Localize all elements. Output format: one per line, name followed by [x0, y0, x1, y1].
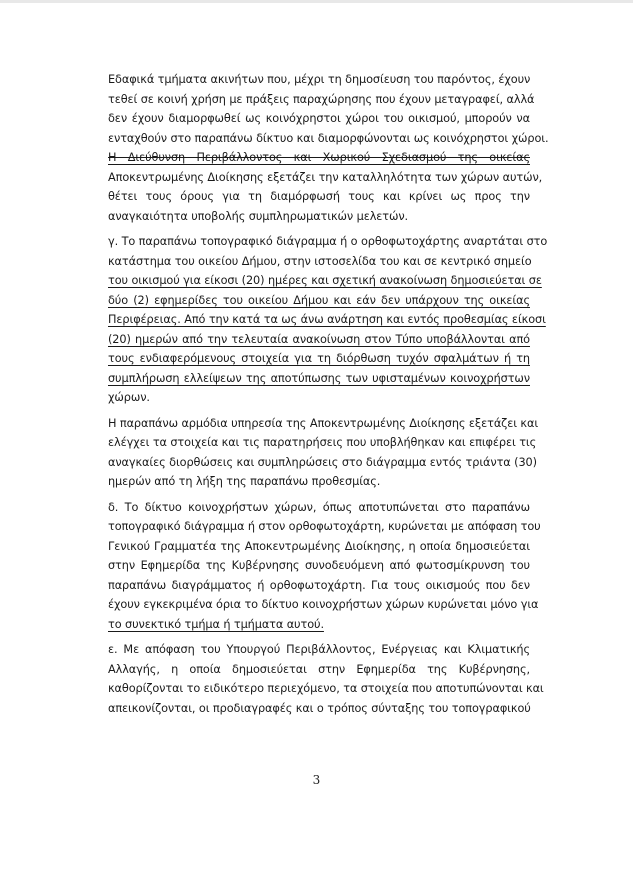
- text-line-underlined: το συνεκτικό τμήμα ή τμήματα αυτού.: [108, 617, 324, 631]
- text-line-underlined: του οικισμού για είκοσι (20) ημέρες και σχετική ανακοίνωση δημοσιεύεται σε: [108, 274, 542, 287]
- text-line: γ. Το παραπάνω τοπογραφικό διάγραμμα ή ο ορθοφωτοχάρτης αναρτάται στο: [108, 235, 548, 248]
- document-body: [108, 70, 549, 718]
- text-line: τοπογραφικό διάγραμμα ή στον ορθοφωτοχάρτη, κυρώνεται με απόφαση του: [108, 520, 541, 533]
- text-line: απεικονίζονται, οι προδιαγραφές και ο τρόπος σύνταξης του τοπογραφικού: [108, 701, 531, 715]
- text-line: Η παραπάνω αρμόδια υπηρεσία της Αποκεντρωμένης Διοίκησης εξετάζει και: [108, 416, 539, 430]
- scan-edge: [0, 0, 633, 3]
- text-line-underlined: τους ενδιαφερόμενους στοιχεία για τη διόρθωση τυχόν σφαλμάτων ή τη: [108, 352, 530, 365]
- text-line: στην Εφημερίδα της Κυβέρνησης συνοδευόμενη από φωτοσμίκρυνση του: [108, 559, 530, 572]
- text-line: έχουν εγκεκριμένα όρια το δίκτυο κοινοχρήστων χώρων κυρώνεται μόνο για: [108, 598, 539, 611]
- text-line: δεν έχουν διαμορφωθεί ως κοινόχρηστοι χώροι του οικισμού, μπορούν να: [108, 112, 530, 125]
- text-line: παραπάνω διαγράμματος ή ορθοφωτοχάρτη. Για τους οικισμούς που δεν: [108, 578, 530, 592]
- text-line-struck: Η Διεύθυνση Περιβάλλοντος και Χωρικού Σχεδιασμού της οικείας: [108, 151, 530, 164]
- text-line: κατάστημα του οικείου Δήμου, στην ιστοσελίδα του και σε κεντρικό σημείο: [108, 254, 532, 268]
- text-line-underlined: (20) ημερών από την τελευταία ανακοίνωση στον Τύπο υποβάλλονται από: [108, 332, 530, 346]
- text-line: τεθεί σε κοινή χρήση με πράξεις παραχώρησης που έχουν μεταγραφεί, αλλά: [108, 92, 535, 106]
- text-line-underlined: δύο (2) εφημερίδες του οικείου Δήμου και εάν δεν υπάρχουν της οικείας: [108, 293, 530, 307]
- text-line: Γενικού Γραμματέα της Αποκεντρωμένης Διοίκησης, η οποία δημοσιεύεται: [108, 539, 530, 553]
- text-line-underlined: συμπλήρωση ελλείψεων της αποτύπωσης των υφισταμένων κοινοχρήστων: [108, 371, 530, 385]
- text-line: καθορίζονται το ειδικότερο περιεχόμενο, τα στοιχεία που αποτυπώνονται και: [108, 682, 544, 695]
- text-line: θέτει τους όρους για τη διαμόρφωσή τους και κρίνει ως προς την: [108, 190, 530, 203]
- text-line: ελέγχει τα στοιχεία και τις παρατηρήσεις που υποβλήθηκαν και επιφέρει τις: [108, 436, 537, 449]
- text-line: δ. Το δίκτυο κοινοχρήστων χώρων, όπως αποτυπώνεται στο παραπάνω: [108, 500, 530, 514]
- text-line-underlined: Περιφέρειας. Από την κατά τα ως άνω ανάρτηση και εντός προθεσμίας είκοσι: [108, 313, 546, 326]
- text-line: Αποκεντρωμένης Διοίκησης εξετάζει την καταλληλότητα των χώρων αυτών,: [108, 170, 543, 184]
- text-line: χώρων.: [108, 391, 150, 404]
- text-line: Εδαφικά τμήματα ακινήτων που, μέχρι τη δημοσίευση του παρόντος, έχουν: [108, 73, 531, 86]
- page-number: 3: [312, 773, 321, 787]
- text-line: ε. Με απόφαση του Υπουργού Περιβάλλοντος, Ενέργειας και Κλιματικής: [108, 643, 530, 656]
- text-line: ενταχθούν στο παραπάνω δίκτυο και διαμορφώνονται ως κοινόχρηστοι χώροι.: [108, 131, 549, 145]
- text-line: αναγκαίες διορθώσεις και συμπληρώσεις στο διάγραμμα εντός τριάντα (30): [108, 455, 537, 469]
- text-line: αναγκαιότητα υποβολής συμπληρωματικών μελετών.: [108, 209, 409, 223]
- text-line: ημερών από τη λήξη της παραπάνω προθεσμίας.: [108, 475, 381, 488]
- text-line: Αλλαγής, η οποία δημοσιεύεται στην Εφημερίδα της Κυβέρνησης,: [108, 662, 530, 676]
